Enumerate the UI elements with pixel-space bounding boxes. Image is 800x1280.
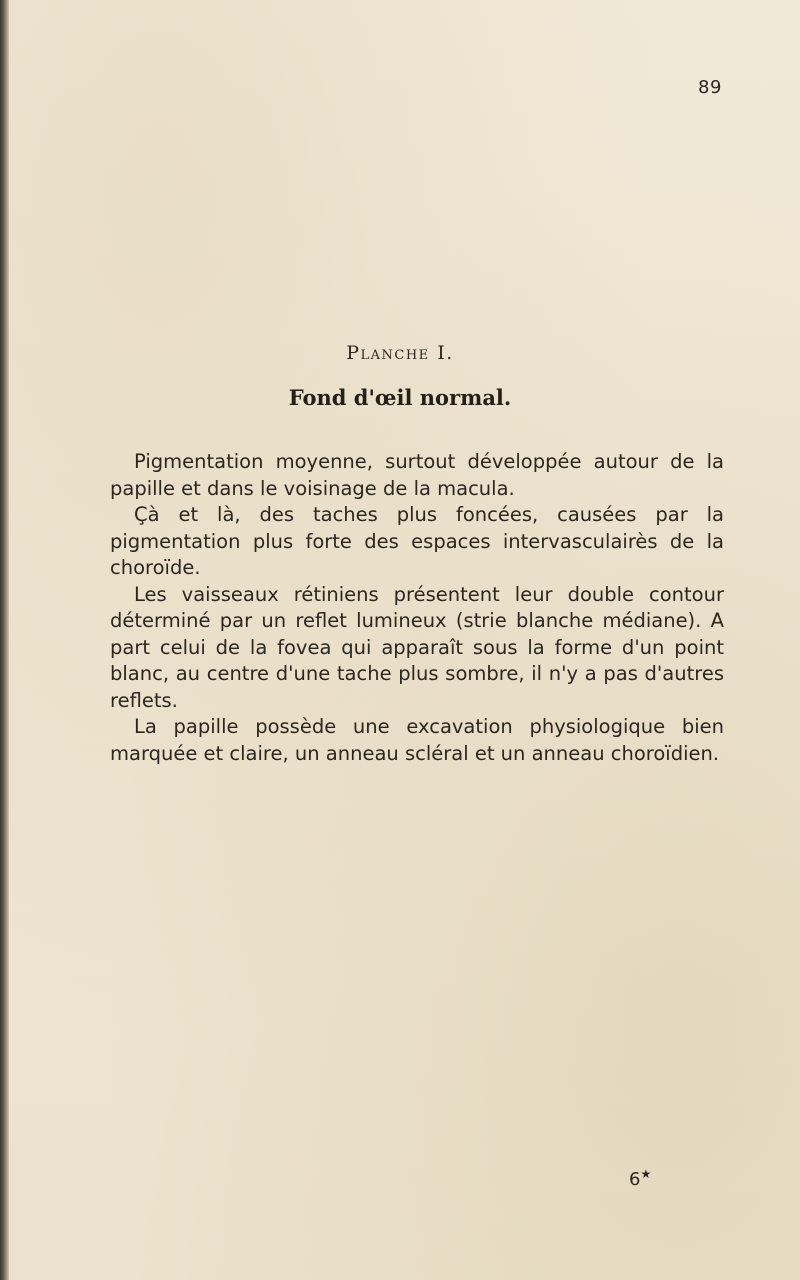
paragraph: La papille possède une excavation physiologique bien marquée et claire, un anneau scléral et un anneau choroïdien. bbox=[110, 715, 724, 765]
paragraph: Çà et là, des taches plus foncées, causées par la pigmentation plus forte des espaces intervasculairès de la choroïde. bbox=[110, 503, 724, 579]
signature-mark bbox=[629, 1167, 651, 1190]
star-icon: ★ bbox=[640, 1167, 652, 1181]
paragraph: Les vaisseaux rétiniens présentent leur double contour déterminé par un reflet lumineux (strie blanche médiane). A part celui de la fovea qui apparaît sous la forme d'un point blanc, au centre d'une tache plus sombre, il n'y a pas d'autres reflets. bbox=[110, 582, 724, 712]
page-number: 89 bbox=[698, 77, 722, 98]
body-text bbox=[110, 449, 724, 767]
page-binding-edge bbox=[0, 0, 9, 1280]
paragraph: Pigmentation moyenne, surtout développée autour de la papille et dans le voisinage de la macula. bbox=[110, 450, 724, 500]
plate-title: Fond d'œil normal. bbox=[288, 385, 512, 410]
signature-number: 6 bbox=[629, 1169, 641, 1190]
plate-label: Planche I. bbox=[346, 342, 454, 364]
